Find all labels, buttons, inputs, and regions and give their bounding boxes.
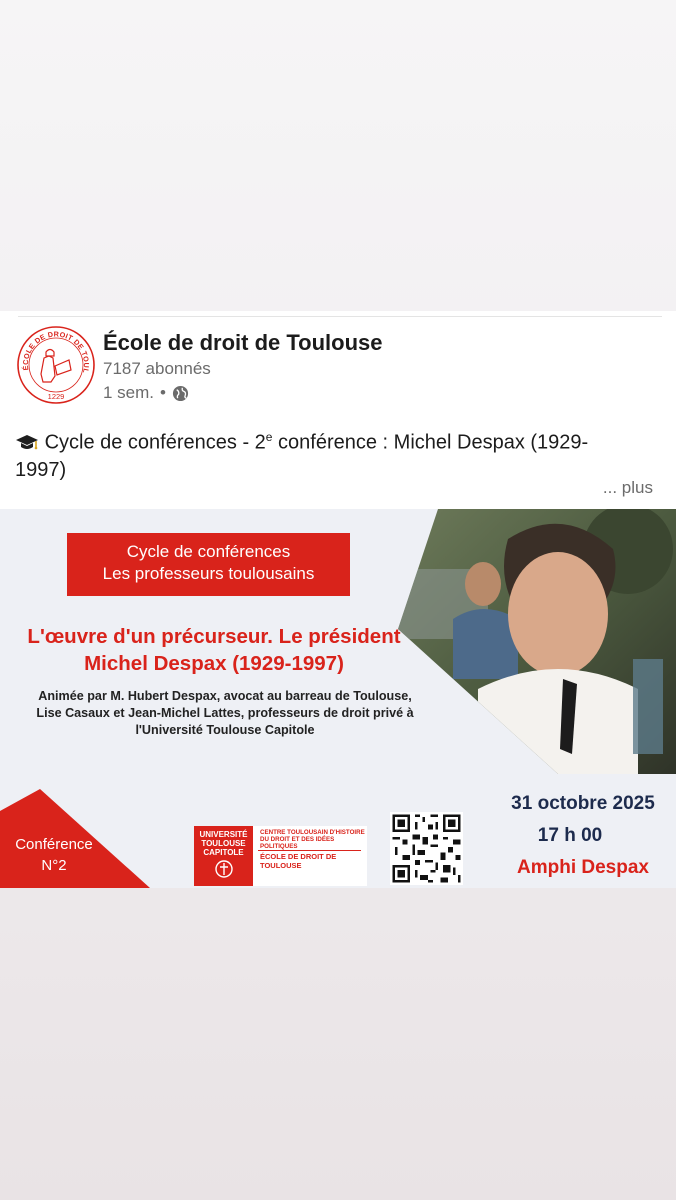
speakers-line-3: l'Université Toulouse Capitole: [135, 723, 315, 737]
meta-separator: •: [160, 383, 166, 402]
see-more-link[interactable]: ... plus: [602, 478, 653, 497]
conf-line-1: Conférence: [15, 836, 93, 853]
page-avatar[interactable]: [13, 322, 99, 408]
flyer-title: [0, 623, 428, 677]
caption-sup: e: [265, 430, 273, 444]
divider: [18, 316, 662, 317]
event-place: Amphi Despax: [517, 857, 649, 878]
globe-icon[interactable]: [172, 385, 189, 402]
partner-logos: [194, 826, 367, 886]
title-line-1: L'œuvre d'un précurseur. Le président: [27, 625, 401, 648]
logo-divider: [258, 850, 361, 851]
post-time[interactable]: 1 sem.: [103, 383, 155, 402]
caption-text-2: conférence : Michel Despax (1929-1997): [15, 431, 589, 481]
university-logo: UNIVERSITÉ TOULOUSE CAPITOLE: [194, 826, 253, 886]
graduation-cap-icon: [15, 433, 39, 451]
banner-line-2: Les professeurs toulousains: [102, 564, 315, 583]
event-flyer-image[interactable]: [0, 509, 676, 888]
speakers-line-2: Lise Casaux et Jean-Michel Lattes, professeurs de droit privé à: [36, 706, 414, 720]
event-date: 31 octobre 2025: [511, 793, 655, 814]
svg-text:1229: 1229: [47, 392, 65, 401]
university-emblem-icon: [214, 859, 234, 879]
title-line-2: Michel Despax (1929-1997): [84, 652, 344, 675]
banner-line-1: Cycle de conférences: [126, 542, 291, 561]
conf-line-2: N°2: [41, 857, 67, 874]
flyer-speakers: [0, 688, 450, 739]
svg-text:ÉCOLE DE DROIT DE TOULOUSE: ÉCOLE DE DROIT DE TOUL: [20, 329, 92, 375]
centre-logo-text: CENTRE TOULOUSAIN D'HISTOIRE DU DROIT ET DES IDÉES POLITIQUES: [260, 829, 365, 851]
conference-number: [0, 834, 108, 876]
school-seal-icon: [13, 322, 99, 408]
followers-count: 7187 abonnés: [103, 359, 211, 378]
flyer-banner: [67, 533, 350, 596]
ecole-logo-text: ÉCOLE DE DROIT DE TOULOUSE: [260, 852, 337, 870]
event-time: 17 h 00: [537, 825, 603, 846]
page-name[interactable]: École de droit de Toulouse: [103, 330, 383, 355]
qr-code-icon: [390, 812, 463, 885]
speakers-line-1: Animée par M. Hubert Despax, avocat au barreau de Toulouse,: [38, 689, 412, 703]
post-caption: [15, 424, 635, 484]
post-meta: [103, 383, 189, 403]
caption-text-1: Cycle de conférences - 2: [44, 431, 266, 454]
